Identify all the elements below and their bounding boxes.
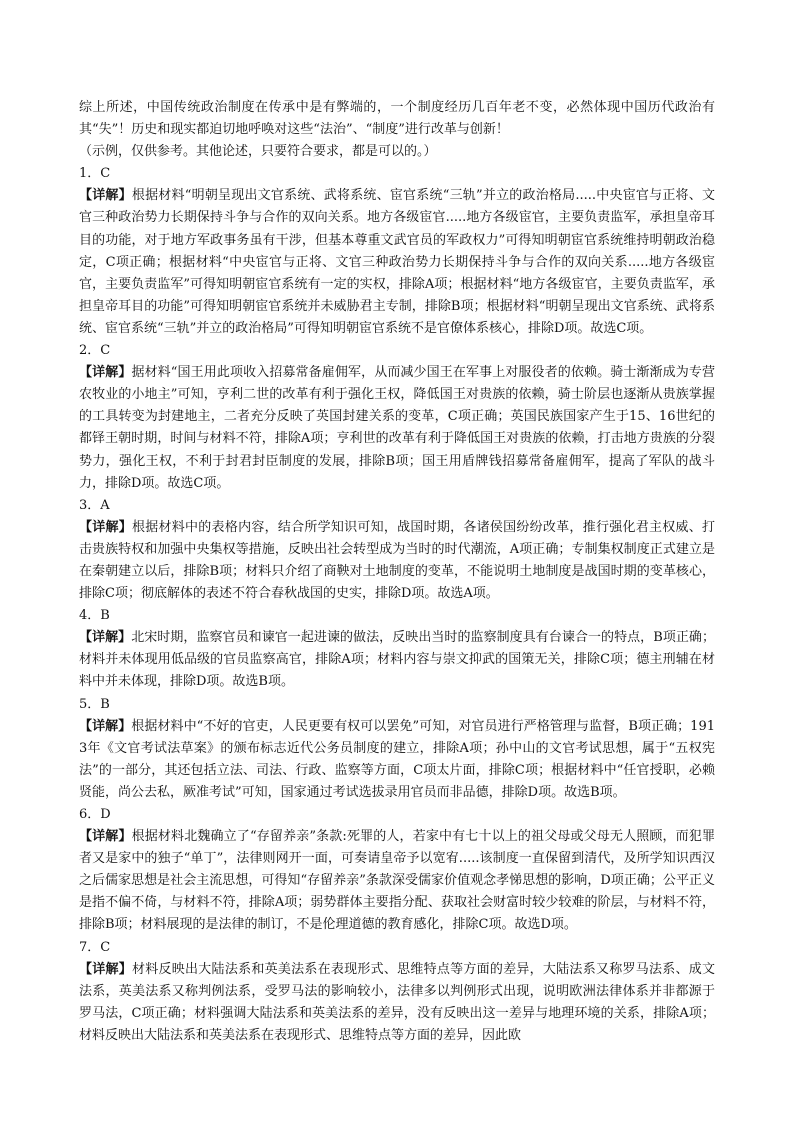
answer-explanation	[79, 627, 715, 693]
detail-tag: 【详解】	[79, 630, 132, 646]
document-body	[79, 97, 715, 1047]
answer-explanation	[79, 716, 715, 804]
detail-tag: 【详解】	[79, 519, 133, 535]
explanation-text: 根据材料北魏确立了“存留养亲”条款:死罪的人，若家中有七十以上的祖父母或父母无人照顾，而犯罪者又是家中的独子“单丁”，法律则网开一面，可奏请皇帝予以宽宥.....该制度一直保留到清代，及所学知识西汉之后儒家思想是社会主流思想，可得知“存留养亲”条款深受儒家价值观念孝悌思想的影响，D项正确；公平正义是指不偏不倚，与材料不符，排除A项；弱势群体主要指分配、获取社会财富时较少较难的阶层，与材料不符，排除B项；材料展现的是法律的制订，不是伦理道德的教育感化，排除C项。故选D项。	[79, 829, 715, 933]
explanation-text: 北宋时期，监察官员和谏官一起进谏的做法，反映出当时的监察制度具有台谏合一的特点，B项正确；材料并未体现用低品级的官员监察高官，排除A项；材料内容与崇文抑武的国策无关，排除C项；德主刑辅在材料中并未体现，排除D项。故选B项。	[79, 630, 715, 690]
answer-number: 6．D	[79, 807, 111, 822]
detail-tag: 【详解】	[79, 829, 132, 845]
answer-number: 4．B	[79, 608, 110, 624]
explanation-text: 根据材料中“不好的官吏，人民更要有权可以罢免”可知，对官员进行严格管理与监督，B项正确；1913年《文官考试法草案》的颁布标志近代公务员制度的建立，排除A项；孙中山的文官考试思想，属于“五权宪法”的一部分，其还包括立法、司法、行政、监察等方面，C项太片面，排除C项；根据材料中“任官授职，必赖贤能，尚公去私，厥准考试”可知，国家通过考试选拔录用官员而非品德，排除D项。故选B项。	[79, 718, 715, 800]
answer-number: 7．C	[79, 939, 111, 955]
conclusion-paragraph: 综上所述，中国传统政治制度在传承中是有弊端的，一个制度经历几百年老不变，必然体现中国历代政治有其“失”！历史和现实都迫切地呼唤对这些“法治”、“制度”进行改革与创新！	[79, 100, 715, 138]
answer-explanation	[79, 826, 715, 936]
detail-tag: 【详解】	[79, 188, 132, 204]
detail-tag: 【详解】	[79, 365, 132, 381]
answer-explanation	[79, 362, 715, 495]
answer-explanation	[79, 959, 715, 1047]
answer-number: 1．C	[79, 166, 111, 182]
answer-number: 2．C	[79, 343, 111, 359]
explanation-text: 根据材料“明朝呈现出文官系统、武将系统、宦官系统“三轨”并立的政治格局.....中央宦官与正将、文官三种政治势力长期保持斗争与合作的双向关系。地方各级宦官.....地方各级宦官，主要负责监军，承担皇帝耳目的功能，对于地方军政事务虽有干涉，但基本尊重文武官员的军政权力”可得知明朝宦官系统维持明朝政治稳定，C项正确；根据材料“中央宦官与正将、文官三种政治势力长期保持斗争与合作的双向关系.....地方各级宦官，主要负责监军”可得知明朝宦官系统有一定的实权，排除A项；根据材料“地方各级宦官，主要负责监军，承担皇帝耳目的功能”可得知明朝宦官系统并未威胁君主专制，排除B项；根据材料“明朝呈现出文官系统、武将系统、宦官系统“三轨”并立的政治格局”可得知明朝宦官系统不是官僚体系核心，排除D项。故选C项。	[79, 188, 715, 336]
explanation-text: 根据材料中的表格内容，结合所学知识可知，战国时期，各诸侯国纷纷改革，推行强化君主权威、打击贵族特权和加强中央集权等措施，反映出社会转型成为当时的时代潮流，A项正确；专制集权制度正式建立是在秦朝建立以后，排除B项；材料只介绍了商鞅对土地制度的变革，不能说明土地制度是战国时期的变革核心，排除C项；彻底解体的表述不符合春秋战国的史实，排除D项。故选A项。	[79, 519, 715, 602]
example-note: （示例，仅供参考。其他论述，只要符合要求，都是可以的。）	[79, 144, 437, 160]
explanation-text: 据材料“国王用此项收入招募常备雇佣军，从而减少国王在军事上对服役者的依赖。骑士渐渐成为专营农牧业的小地主”可知，亨利二世的改革有利于强化王权，降低国王对贵族的依赖，骑士阶层也逐渐从贵族掌握的工具转变为封建地主，二者充分反映了英国封建关系的变革，C项正确；英国民族国家产生于15、16世纪的都铎王朝时期，时间与材料不符，排除A项；亨利世的改革有利于降低国王对贵族的依赖，打击地方贵族的分裂势力，强化王权，不利于封君封臣制度的发展，排除B项；国王用盾牌钱招募常备雇佣军，提高了军队的战斗力，排除D项。故选C项。	[79, 365, 715, 491]
answer-explanation	[79, 517, 715, 605]
answer-number: 5．B	[79, 696, 110, 712]
detail-tag: 【详解】	[79, 961, 133, 977]
detail-tag: 【详解】	[79, 718, 132, 734]
answer-number: 3．A	[79, 497, 110, 513]
explanation-text: 材料反映出大陆法系和英美法系在表现形式、思维特点等方面的差异，大陆法系又称罗马法系、成文法系，英美法系又称判例法系，受罗马法的影响较小，法律多以判例形式出现，说明欧洲法律体系并非都源于罗马法，C项正确；材料强调大陆法系和英美法系的差异，没有反映出这一差异与地理环境的关系，排除A项；材料反映出大陆法系和英美法系在表现形式、思维特点等方面的差异，因此欧	[79, 961, 715, 1043]
answer-explanation	[79, 185, 715, 340]
